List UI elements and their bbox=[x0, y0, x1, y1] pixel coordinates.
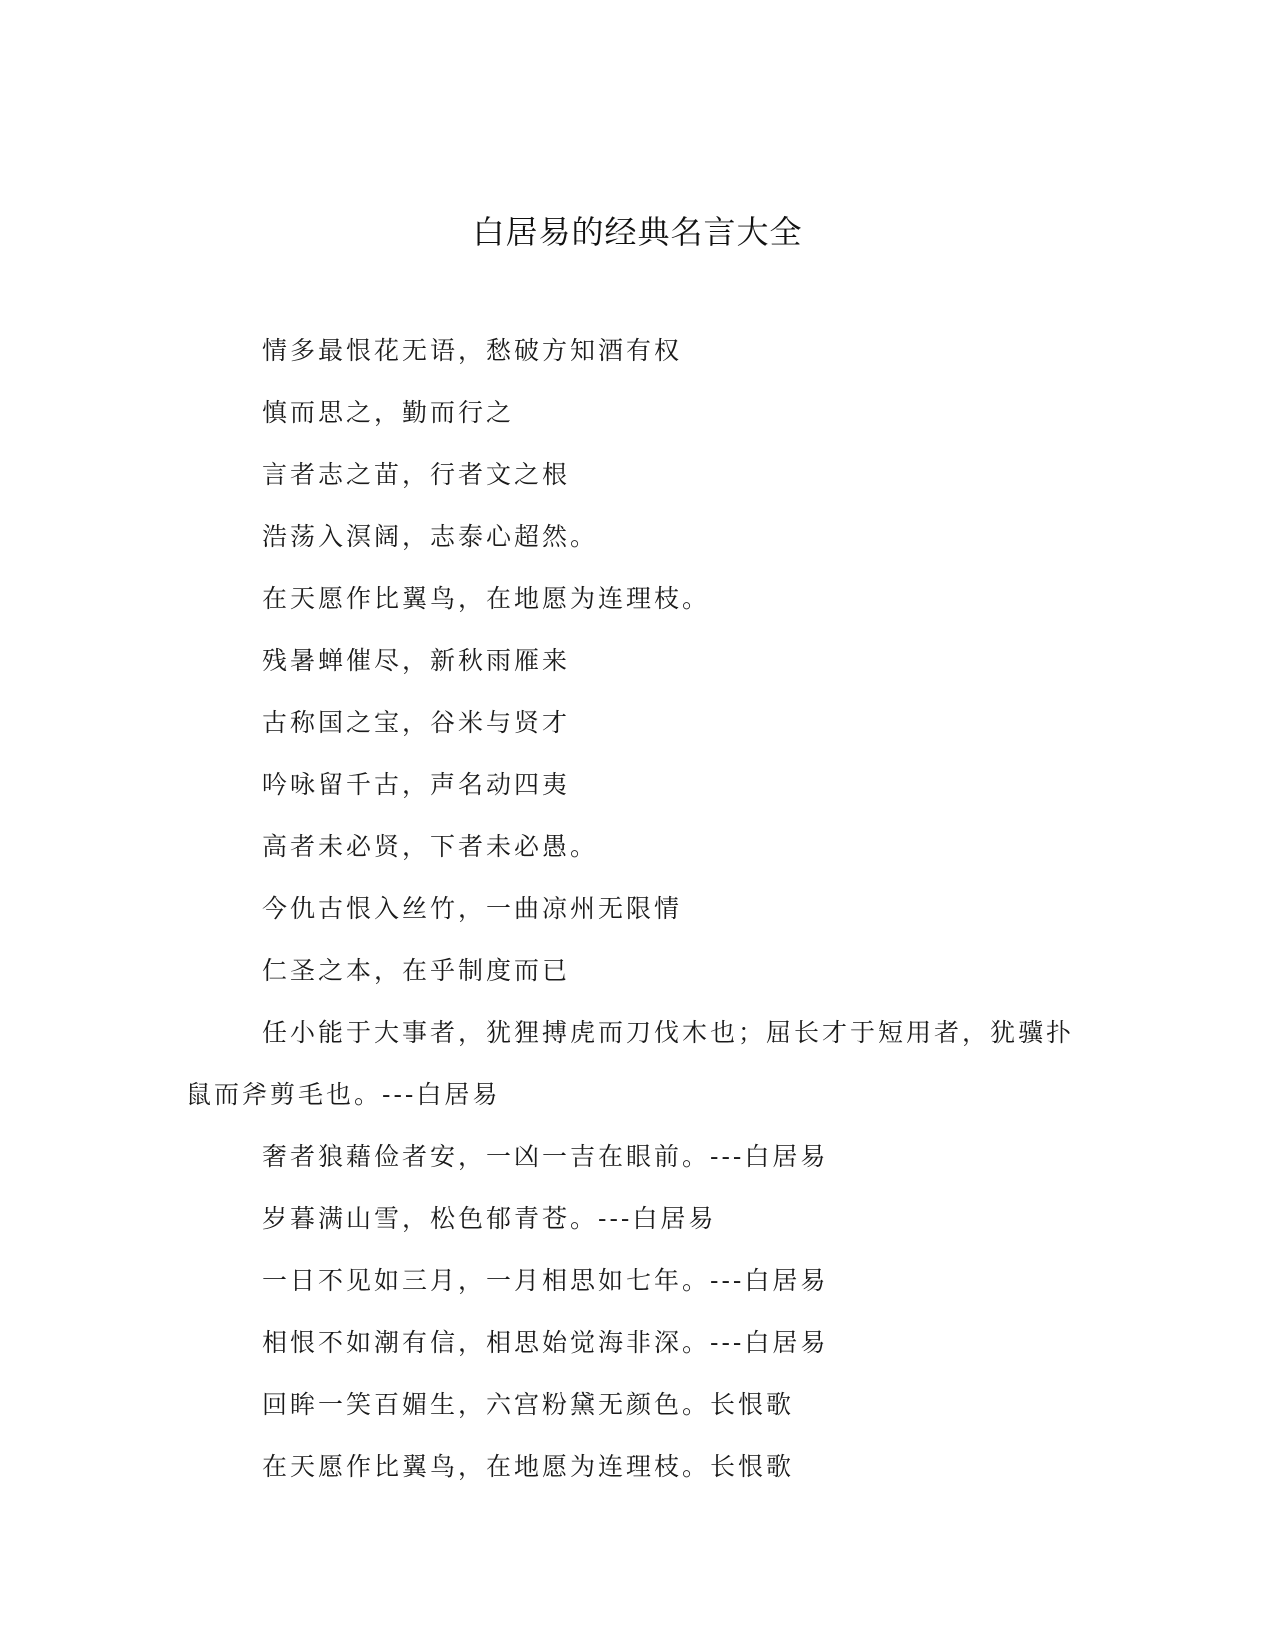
quote-line: 言者志之苗，行者文之根 bbox=[262, 460, 571, 489]
quote-line: 浩荡入溟阔，志泰心超然。 bbox=[262, 522, 599, 551]
quote-line: 奢者狼藉俭者安，一凶一吉在眼前。---白居易 bbox=[262, 1142, 829, 1171]
quote-line: 慎而思之，勤而行之 bbox=[262, 398, 515, 427]
quote-line: 一日不见如三月，一月相思如七年。---白居易 bbox=[262, 1266, 829, 1295]
quote-line: 在天愿作比翼鸟，在地愿为连理枝。长恨歌 bbox=[262, 1452, 795, 1481]
quote-line: 在天愿作比翼鸟，在地愿为连理枝。 bbox=[262, 584, 711, 613]
quote-list bbox=[186, 320, 1086, 1498]
quote-line: 仁圣之本，在乎制度而已 bbox=[262, 956, 571, 985]
quote-line: 古称国之宝，谷米与贤才 bbox=[262, 708, 571, 737]
quote-line: 高者未必贤，下者未必愚。 bbox=[262, 832, 599, 861]
quote-line: 残暑蝉催尽，新秋雨雁来 bbox=[262, 646, 571, 675]
quote-line: 相恨不如潮有信，相思始觉海非深。---白居易 bbox=[262, 1328, 829, 1357]
quote-line: 任小能于大事者，犹狸搏虎而刀伐木也；屈长才于短用者，犹骥扑鼠而斧剪毛也。---白居易 bbox=[186, 1018, 1075, 1109]
quote-line: 回眸一笑百媚生，六宫粉黛无颜色。长恨歌 bbox=[262, 1390, 795, 1419]
quote-line: 岁暮满山雪，松色郁青苍。---白居易 bbox=[262, 1204, 717, 1233]
document-title: 白居易的经典名言大全 bbox=[472, 213, 803, 251]
quote-line: 情多最恨花无语，愁破方知酒有权 bbox=[262, 336, 683, 365]
quote-line: 今仇古恨入丝竹，一曲凉州无限情 bbox=[262, 894, 683, 923]
quote-line: 吟咏留千古，声名动四夷 bbox=[262, 770, 571, 799]
